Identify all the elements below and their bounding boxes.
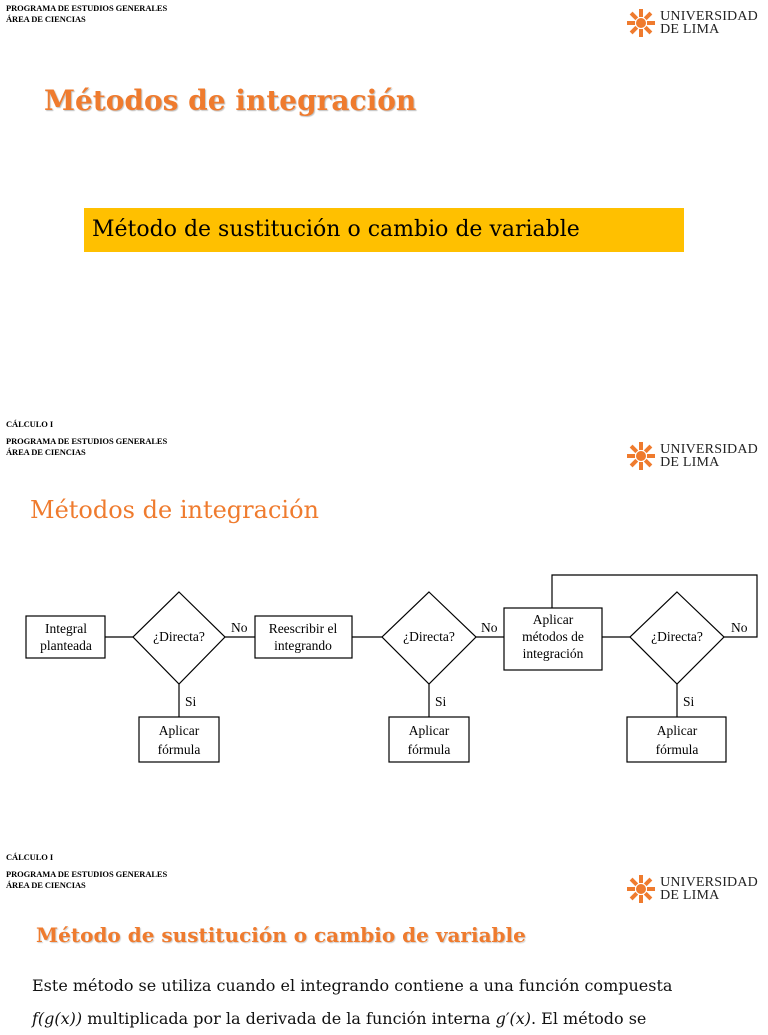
label-metodos-de: métodos de <box>522 629 584 644</box>
label-decision-3: ¿Directa? <box>651 629 703 644</box>
math-composite: f(g(x)) <box>32 1009 83 1028</box>
logo-line-2: DE LIMA <box>660 455 720 470</box>
header-line-program: PROGRAMA DE ESTUDIOS GENERALES <box>6 3 168 13</box>
body-line-1: Este método se utiliza cuando el integrando contiene a una función compuesta <box>32 976 673 995</box>
label-decision-1: ¿Directa? <box>153 629 205 644</box>
flower-logo-icon <box>626 874 656 904</box>
integration-flowchart <box>0 410 768 835</box>
body-paragraph <box>32 969 732 1035</box>
slide-title: Método de sustitución o cambio de variable <box>36 923 526 947</box>
program-header <box>6 869 167 891</box>
logo-line-1: UNIVERSIDAD <box>660 875 758 890</box>
label-formula-3: fórmula <box>655 742 699 757</box>
course-label: CÁLCULO I <box>6 852 54 862</box>
header-line-area: ÁREA DE CIENCIAS <box>6 14 86 24</box>
header-line-area: ÁREA DE CIENCIAS <box>6 880 86 890</box>
slide-2 <box>0 410 768 835</box>
universidad-de-lima-logo <box>626 874 758 904</box>
label-aplicar-3: Aplicar <box>656 723 698 738</box>
label-formula-2: fórmula <box>407 742 451 757</box>
label-reescribir: Reescribir el <box>268 621 338 636</box>
body-line-2-text: multiplicada por la derivada de la función interna <box>82 1009 496 1028</box>
label-formula-1: fórmula <box>157 742 201 757</box>
logo-line-2: DE LIMA <box>660 22 720 37</box>
header-line-program: PROGRAMA DE ESTUDIOS GENERALES <box>6 436 168 446</box>
edge-si-1: Si <box>185 694 197 709</box>
label-integrando: integrando <box>274 638 332 653</box>
label-planteada: planteada <box>40 638 92 653</box>
program-header <box>6 3 167 25</box>
label-decision-2: ¿Directa? <box>403 629 455 644</box>
label-integral: Integral <box>45 621 87 636</box>
edge-no-2: No <box>481 620 498 635</box>
edge-si-2: Si <box>435 694 447 709</box>
body-line-2-end: . El método se <box>530 1009 647 1028</box>
logo-wordmark <box>660 876 758 902</box>
slide-1 <box>0 0 768 400</box>
label-aplicar-1: Aplicar <box>158 723 200 738</box>
body-line-2 <box>32 1002 732 1035</box>
slide-title: Métodos de integración <box>30 496 319 524</box>
label-aplicar-m: Aplicar <box>532 612 574 627</box>
subtitle-highlight: Método de sustitución o cambio de variable <box>84 208 684 252</box>
logo-line-1: UNIVERSIDAD <box>660 442 758 457</box>
universidad-de-lima-logo <box>626 8 758 38</box>
edge-no-3: No <box>731 620 748 635</box>
logo-wordmark <box>660 10 758 36</box>
logo-line-1: UNIVERSIDAD <box>660 9 758 24</box>
label-integracion: integración <box>522 646 584 661</box>
header-line-area: ÁREA DE CIENCIAS <box>6 447 86 457</box>
edge-no-1: No <box>231 620 248 635</box>
flower-logo-icon <box>626 8 656 38</box>
logo-line-2: DE LIMA <box>660 888 720 903</box>
math-derivative: g′(x) <box>495 1009 531 1028</box>
flow-connectors <box>105 575 757 717</box>
course-label: CÁLCULO I <box>6 419 54 429</box>
label-aplicar-2: Aplicar <box>408 723 450 738</box>
slide-3 <box>0 843 768 1028</box>
edge-si-3: Si <box>683 694 695 709</box>
header-line-program: PROGRAMA DE ESTUDIOS GENERALES <box>6 869 168 879</box>
slide-title: Métodos de integración <box>44 84 417 117</box>
